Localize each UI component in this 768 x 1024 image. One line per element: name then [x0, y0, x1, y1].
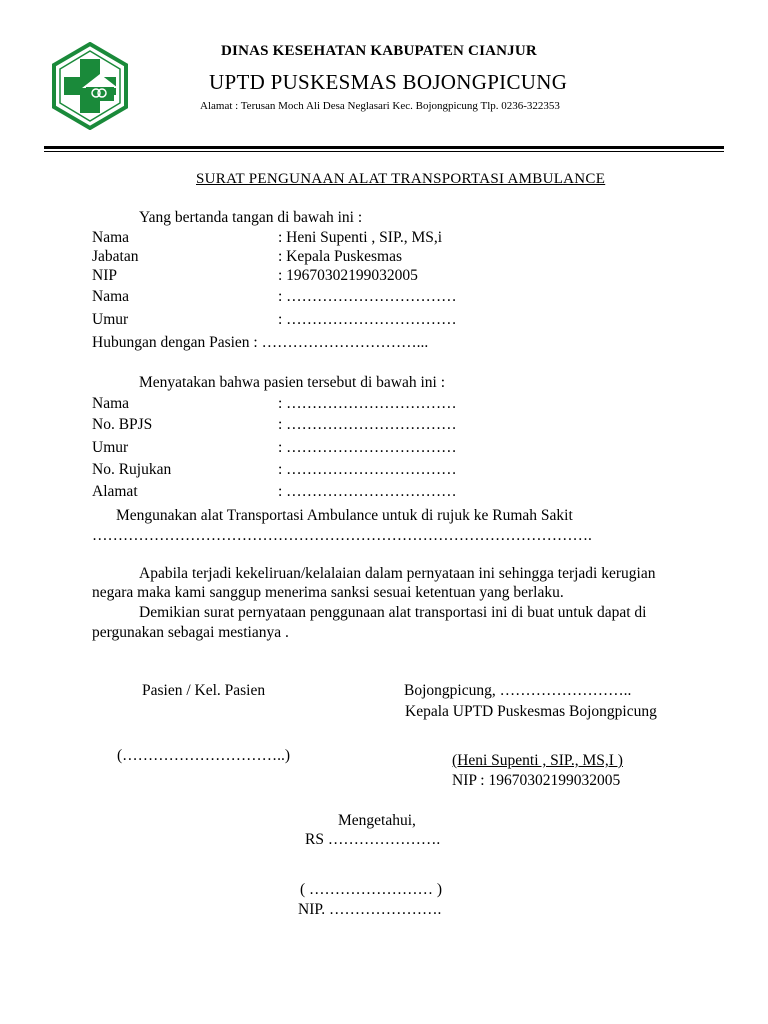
header-address: Alamat : Terusan Moch Ali Desa Neglasari Kec. Bojongpicung Tlp. 0236-322353: [200, 100, 560, 112]
header-institution: UPTD PUSKESMAS BOJONGPICUNG: [209, 70, 568, 94]
signer-intro: Yang bertanda tangan di bawah ini :: [139, 209, 363, 226]
statement-p1-line1: Apabila terjadi kekeliruan/kelalaian dalam pernyataan ini sehingga terjadi kerugian: [139, 565, 656, 582]
usage-line-1: Mengunakan alat Transportasi Ambulance untuk di rujuk ke Rumah Sakit: [116, 507, 573, 524]
document-title: SURAT PENGUNAAN ALAT TRANSPORTASI AMBULANCE: [196, 171, 606, 187]
signer-value-nip: : 19670302199032005: [278, 267, 418, 284]
head-nip: NIP : 19670302199032005: [452, 772, 621, 789]
place-date: Bojongpicung, ……………………..: [404, 682, 632, 699]
statement-p1-line2: negara maka kami sanggup menerima sanksi sesuai ketentuan yang berlaku.: [92, 584, 564, 601]
patient-intro: Menyatakan bahwa pasien tersebut di bawah ini :: [139, 374, 446, 391]
patient-signature-label: Pasien / Kel. Pasien: [142, 682, 266, 699]
header-rule-thick: [44, 146, 724, 149]
head-title: Kepala UPTD Puskesmas Bojongpicung: [405, 703, 657, 720]
patient-value-bpjs: : ……………………………: [278, 416, 457, 433]
header-rule-thin: [44, 151, 724, 152]
patient-label-age: Umur: [92, 439, 129, 456]
family-label-age: Umur: [92, 311, 129, 328]
patient-value-referral: : ……………………………: [278, 461, 457, 478]
family-value-name: : ……………………………: [278, 288, 457, 305]
signer-label-nip: NIP: [92, 267, 117, 284]
signer-value-name: : Heni Supenti , SIP., MS,i: [278, 229, 443, 246]
hospital-nip: NIP. ………………….: [298, 901, 442, 918]
family-relation: Hubungan dengan Pasien : …………………………...: [92, 334, 429, 351]
acknowledged-label: Mengetahui,: [338, 812, 416, 829]
head-name: (Heni Supenti , SIP., MS,I ): [452, 752, 623, 769]
patient-value-address: : ……………………………: [278, 483, 457, 500]
usage-line-2: …………………………………………………………………………………….: [92, 527, 592, 544]
header-agency: DINAS KESEHATAN KABUPATEN CIANJUR: [221, 43, 537, 59]
patient-value-name: : ……………………………: [278, 395, 457, 412]
patient-label-name: Nama: [92, 395, 130, 412]
hospital-label: RS ………………….: [305, 831, 441, 848]
patient-label-bpjs: No. BPJS: [92, 416, 153, 433]
signer-value-position: : Kepala Puskesmas: [278, 248, 402, 265]
patient-signature-blank: (…………………………..): [117, 747, 291, 764]
logo-icon: [52, 42, 128, 130]
signer-label-position: Jabatan: [92, 248, 139, 265]
patient-value-age: : ……………………………: [278, 439, 457, 456]
statement-p2-line2: pergunakan sebagai mestianya .: [92, 624, 289, 641]
hospital-signature-blank: ( …………………… ): [300, 881, 443, 898]
family-value-age: : ……………………………: [278, 311, 457, 328]
signer-label-name: Nama: [92, 229, 130, 246]
family-label-name: Nama: [92, 288, 130, 305]
patient-label-address: Alamat: [92, 483, 138, 500]
statement-p2-line1: Demikian surat pernyataan penggunaan alat transportasi ini di buat untuk dapat di: [139, 604, 647, 621]
puskesmas-logo: [52, 42, 128, 130]
patient-label-referral: No. Rujukan: [92, 461, 172, 478]
